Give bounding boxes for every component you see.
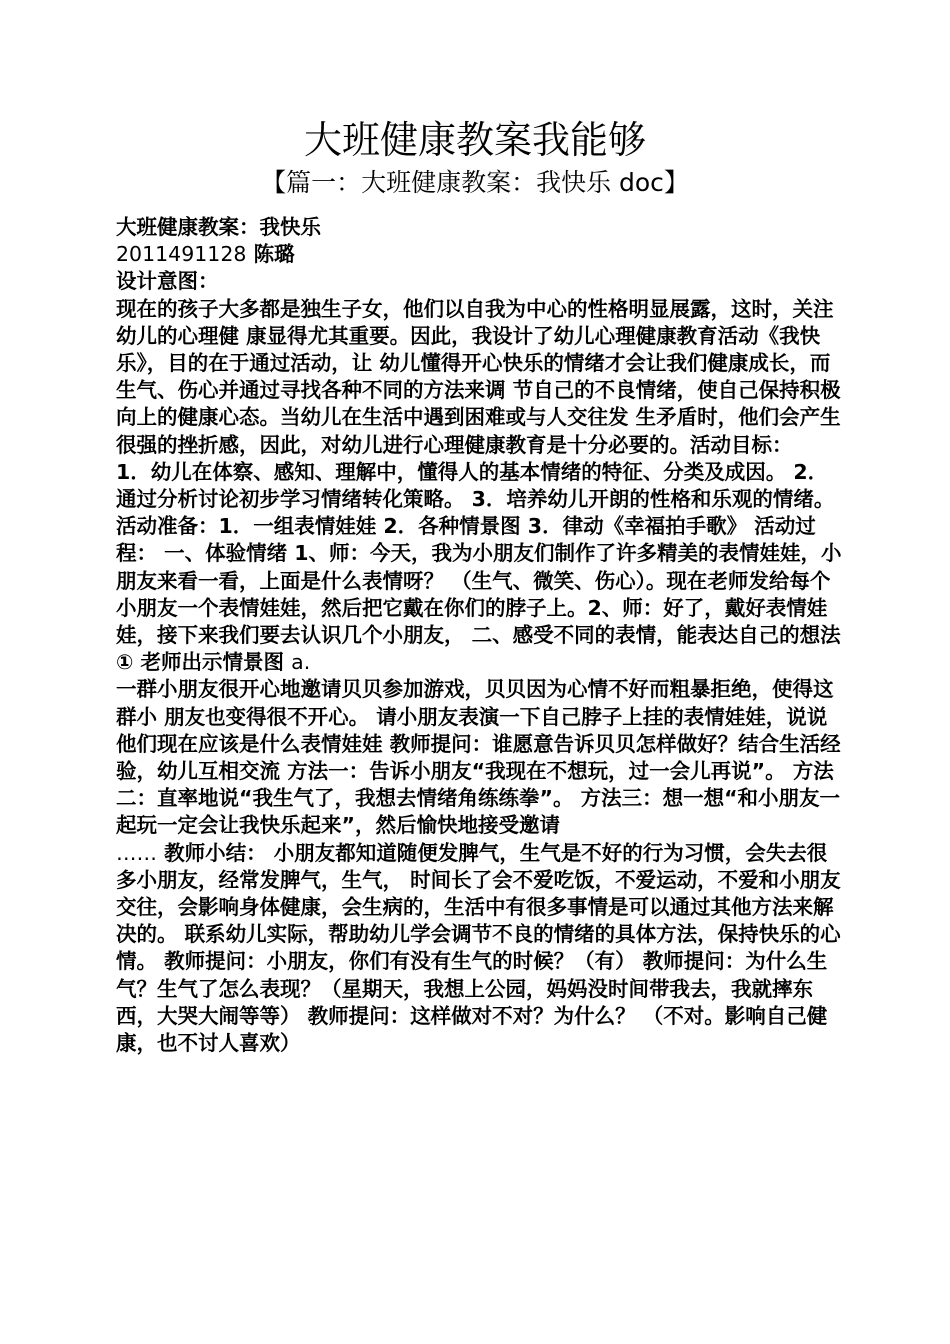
paragraph-summary: …… 教师小结： 小朋友都知道随便发脾气，生气是不好的行为习惯，会失去很多小朋友，经常发脾气，生气， 时间长了会不爱吃饭，不爱运动，不爱和小朋友交往，会影响身体健康，会生病的，生活中有很多事情是可以通过其他方法来解决的。 联系幼儿实际，帮助幼儿学会调节不良的情绪的具体方法，保持快乐的心情。 教师提问：小朋友，你们有没有生气的时候？（有） 教师提问：为什么生气？生气了怎么表现？（星期天，我想上公园，妈妈没时间带我去，我就摔东西，大哭大闹等等） 教师提问：这样做对不对？为什么？ （不对。影响自己健康，也不讨人喜欢） xyxy=(116,840,841,1056)
item-scenario-1: ① 老师出示情景图 a. xyxy=(116,650,311,675)
lesson-heading: 大班健康教案：我快乐 xyxy=(116,215,321,239)
author-line xyxy=(116,241,846,268)
author-name: 陈璐 xyxy=(253,242,295,267)
document-title: 大班健康教案我能够 xyxy=(303,118,646,162)
author-id: 2011491128 xyxy=(116,242,247,267)
section-label: 设计意图： xyxy=(116,269,219,294)
document-subtitle: 【篇一：大班健康教案：我快乐 doc】 xyxy=(261,168,689,197)
document-body xyxy=(116,214,846,1057)
paragraph-scenario: 一群小朋友很开心地邀请贝贝参加游戏，贝贝因为心情不好而粗暴拒绝，使得这群小 朋友也变得很不开心。 请小朋友表演一下自己脖子上挂的表情娃娃，说说他们现在应该是什么表情娃娃 教师提问：谁愿意告诉贝贝怎样做好？结合生活经验，幼儿互相交流 方法一：告诉小朋友“我现在不想玩，过一会儿再说”。 方法二：直率地说“我生气了，我想去情绪角练练拳”。 方法三：想一想“和小朋友一起玩一定会让我快乐起来”，然后愉快地接受邀请 xyxy=(116,677,841,838)
paragraph-objectives-process: 1．幼儿在体察、感知、理解中，懂得人的基本情绪的特征、分类及成因。 2．通过分析讨论初步学习情绪转化策略。 3．培养幼儿开朗的性格和乐观的情绪。活动准备：1．一组表情娃娃 2．各种情景图 3．律动《幸福拍手歌》 活动过程： 一、体验情绪 1、师：今天，我为小朋友们制作了许多精美的表情娃娃，小朋友来看一看，上面是什么表情呀？ （生气、微笑、伤心）。现在老师发给每个小朋友一个表情娃娃，然后把它戴在你们的脖子上。2、师：好了，戴好表情娃娃，接下来我们要去认识几个小朋友， 二、感受不同的表情，能表达自己的想法 xyxy=(116,459,842,648)
paragraph-design-intent: 现在的孩子大多都是独生子女，他们以自我为中心的性格明显展露，这时，关注幼儿的心理健 康显得尤其重要。因此，我设计了幼儿心理健康教育活动《我快乐》，目的在于通过活动，让 幼儿懂得开心快乐的情绪才会让我们健康成长，而生气、伤心并通过寻找各种不同的方法来调 节自己的不良情绪，使自己保持积极向上的健康心态。当幼儿在生活中遇到困难或与人交往发 生矛盾时，他们会产生很强的挫折感，因此，对幼儿进行心理健康教育是十分必要的。活动目标： xyxy=(116,296,841,457)
